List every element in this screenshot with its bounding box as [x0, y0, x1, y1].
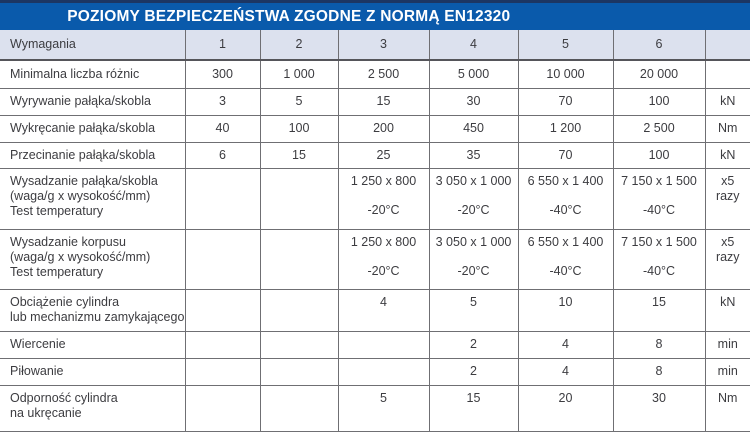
temperature-value: -40°C — [642, 202, 676, 217]
value-cell: 30 — [429, 88, 518, 115]
header-level-3: 3 — [338, 30, 429, 60]
value-cell: 10 — [518, 289, 613, 331]
value-cell: 4 — [518, 358, 613, 385]
unit-cell: kN — [705, 142, 750, 168]
value-cell: 35 — [429, 142, 518, 168]
value-cell: 2 500 — [613, 115, 705, 142]
value-cell: 40 — [185, 115, 260, 142]
value-cell — [185, 229, 260, 289]
value-cell: 7 150 x 1 500 -40°C — [613, 168, 705, 229]
header-level-2: 2 — [260, 30, 338, 60]
table-row — [0, 289, 750, 331]
table-row — [0, 229, 750, 289]
header-level-5: 5 — [518, 30, 613, 60]
value-cell: 200 — [338, 115, 429, 142]
value-cell: 5 — [429, 289, 518, 331]
value-cell — [260, 168, 338, 229]
value-cell: 25 — [338, 142, 429, 168]
value-cell: 450 — [429, 115, 518, 142]
value-cell: 15 — [429, 385, 518, 431]
value-cell — [260, 289, 338, 331]
value-cell: 300 — [185, 60, 260, 88]
row-label: Wyrywanie pałąka/skobla — [0, 88, 185, 115]
value-cell: 6 550 x 1 400 -40°C — [518, 229, 613, 289]
value-cell: 8 — [613, 358, 705, 385]
unit-cell: x5 razy — [705, 229, 750, 289]
header-level-1: 1 — [185, 30, 260, 60]
value-cell: 1 200 — [518, 115, 613, 142]
value-cell: 3 050 x 1 000 -20°C — [429, 168, 518, 229]
value-cell — [260, 331, 338, 358]
value-cell — [338, 358, 429, 385]
temperature-value: -20°C — [457, 263, 490, 278]
value-cell: 6 — [185, 142, 260, 168]
value-cell: 15 — [338, 88, 429, 115]
unit-cell: min — [705, 331, 750, 358]
row-label: Piłowanie — [0, 358, 185, 385]
table-row — [0, 60, 750, 88]
temperature-value: -40°C — [549, 263, 582, 278]
table-header-row — [0, 30, 750, 60]
value-cell: 20 — [518, 385, 613, 431]
value-cell: 100 — [613, 88, 705, 115]
value-cell — [185, 385, 260, 431]
table-row — [0, 115, 750, 142]
value-cell: 30 — [613, 385, 705, 431]
value-cell: 6 550 x 1 400 -40°C — [518, 168, 613, 229]
value-cell: 100 — [260, 115, 338, 142]
table-row — [0, 331, 750, 358]
value-cell — [260, 385, 338, 431]
temperature-value: -20°C — [367, 263, 400, 278]
title-bar — [0, 0, 750, 30]
value-cell: 15 — [260, 142, 338, 168]
header-unit-cell — [705, 30, 750, 60]
value-cell: 1 250 x 800 -20°C — [338, 229, 429, 289]
unit-cell: kN — [705, 88, 750, 115]
value-cell — [338, 331, 429, 358]
security-levels-table — [0, 30, 750, 432]
row-label: Obciążenie cylindra lub mechanizmu zamykającego — [0, 289, 185, 331]
value-cell: 5 000 — [429, 60, 518, 88]
row-label: Przecinanie pałąka/skobla — [0, 142, 185, 168]
value-cell: 1 000 — [260, 60, 338, 88]
table-row — [0, 385, 750, 431]
value-cell: 5 — [338, 385, 429, 431]
value-cell: 10 000 — [518, 60, 613, 88]
temperature-value: -20°C — [457, 202, 490, 217]
unit-cell — [705, 60, 750, 88]
header-requirements-label: Wymagania — [0, 30, 185, 60]
table-row — [0, 168, 750, 229]
table-row — [0, 358, 750, 385]
value-cell: 3 050 x 1 000 -20°C — [429, 229, 518, 289]
value-cell: 8 — [613, 331, 705, 358]
value-cell: 4 — [338, 289, 429, 331]
header-level-4: 4 — [429, 30, 518, 60]
temperature-value: -20°C — [367, 202, 400, 217]
value-cell: 2 — [429, 358, 518, 385]
row-label: Minimalna liczba różnic — [0, 60, 185, 88]
value-cell — [260, 358, 338, 385]
value-cell: 15 — [613, 289, 705, 331]
unit-cell: Nm — [705, 115, 750, 142]
value-cell: 2 500 — [338, 60, 429, 88]
value-cell: 1 250 x 800 -20°C — [338, 168, 429, 229]
value-cell: 70 — [518, 142, 613, 168]
value-cell: 3 — [185, 88, 260, 115]
row-label: Wiercenie — [0, 331, 185, 358]
value-cell: 4 — [518, 331, 613, 358]
row-label: Wysadzanie korpusu (waga/g x wysokość/mm) Test temperatury — [0, 229, 185, 289]
value-cell — [260, 229, 338, 289]
unit-cell: Nm — [705, 385, 750, 431]
value-cell: 2 — [429, 331, 518, 358]
value-cell — [185, 289, 260, 331]
temperature-value: -40°C — [549, 202, 582, 217]
unit-cell: min — [705, 358, 750, 385]
unit-cell: kN — [705, 289, 750, 331]
value-cell — [185, 331, 260, 358]
row-label: Wykręcanie pałąka/skobla — [0, 115, 185, 142]
unit-cell: x5 razy — [705, 168, 750, 229]
value-cell: 100 — [613, 142, 705, 168]
header-level-6: 6 — [613, 30, 705, 60]
value-cell: 20 000 — [613, 60, 705, 88]
table-row — [0, 142, 750, 168]
value-cell: 7 150 x 1 500 -40°C — [613, 229, 705, 289]
value-cell — [185, 358, 260, 385]
row-label: Odporność cylindra na ukręcanie — [0, 385, 185, 431]
page-title: POZIOMY BEZPIECZEŃSTWA ZGODNE Z NORMĄ EN12320 — [67, 7, 511, 25]
temperature-value: -40°C — [642, 263, 676, 278]
value-cell: 5 — [260, 88, 338, 115]
value-cell — [185, 168, 260, 229]
row-label: Wysadzanie pałąka/skobla (waga/g x wysokość/mm) Test temperatury — [0, 168, 185, 229]
value-cell: 70 — [518, 88, 613, 115]
table-row — [0, 88, 750, 115]
